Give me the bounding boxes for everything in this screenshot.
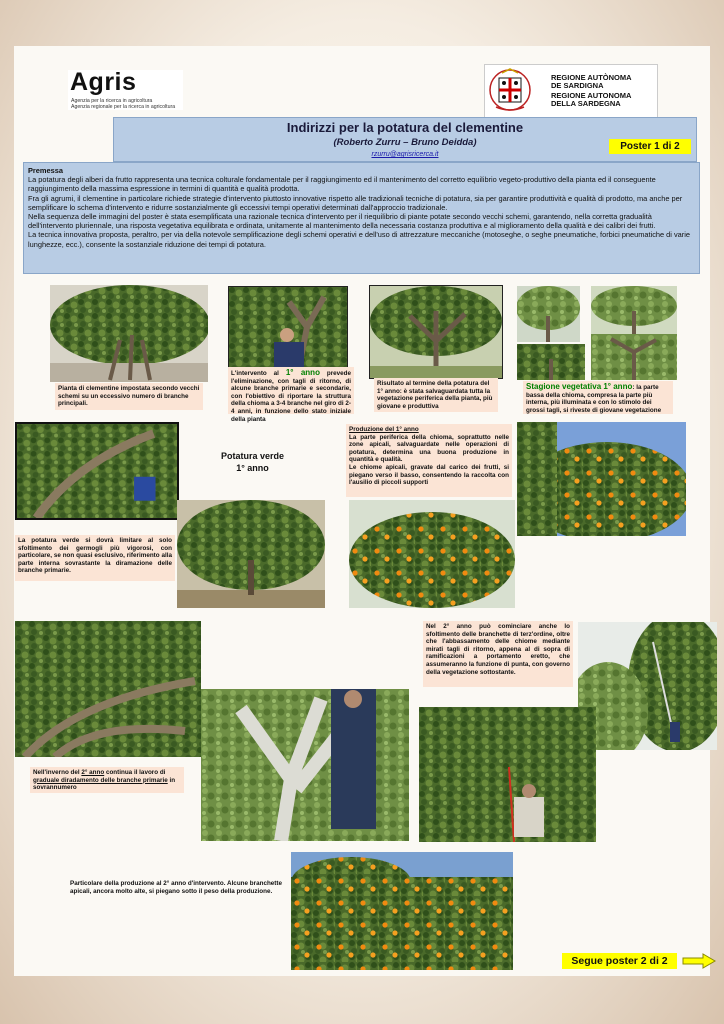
premessa-section bbox=[23, 162, 700, 274]
photo-winter-second-year bbox=[15, 621, 201, 757]
potatura-verde-year: 1° anno bbox=[236, 463, 269, 473]
caption-second-year-production: Particolare della produzione al 2° anno d'intervento. Alcune branchette apicali, ancora molto alte, si piegano sotto il peso della produzione. bbox=[70, 880, 282, 895]
author-email-link[interactable]: rzurru@agrisricerca.it bbox=[371, 151, 439, 158]
agris-logo bbox=[68, 70, 183, 110]
photo-green-pruning-tree bbox=[177, 500, 325, 608]
caption-first-year-production bbox=[346, 424, 512, 497]
arrow-right-icon bbox=[681, 953, 717, 969]
poster-title: Indirizzi per la potatura del clementine bbox=[286, 120, 524, 135]
region-name-italian-1: REGIONE AUTONOMA bbox=[551, 91, 632, 100]
photo-first-year-fruit bbox=[349, 500, 515, 608]
agris-logo-subtitle-1: Agenzia per la ricerca in agricoltura bbox=[71, 98, 153, 104]
caption-production-body-1: La parte periferica della chioma, soprattutto nelle zone apicali, salvaguardate nelle operazioni di potatura, determina una buona produzione in quantità e qualità. bbox=[349, 433, 509, 464]
photo-pole-saw-worker bbox=[578, 622, 717, 750]
photo-fruiting-tree-sky bbox=[517, 422, 686, 536]
photo-vegetative-season-1 bbox=[517, 286, 580, 342]
caption-first-year-pre: L'intervento al bbox=[231, 370, 286, 377]
next-poster-badge bbox=[562, 953, 677, 969]
premessa-paragraph-4: La tecnica innovativa proposta, peraltro, per via della notevole semplificazione degli schemi operativi e dell'uso di attrezzature meccaniche (motoseghe, o seghe pneumatiche, forbici pneumatiche di varie lunghezze, ecc.), consente la sostanziale riduzione dei tempi di potatura. bbox=[28, 230, 691, 249]
caption-winter-thinning: graduale diradamento delle branche primarie bbox=[33, 776, 168, 784]
photo-first-year-result bbox=[369, 285, 503, 379]
agris-logo-subtitle-2: Agenzia regionale per la ricerca in agricoltura bbox=[71, 104, 176, 110]
photo-vegetative-season-2 bbox=[591, 286, 677, 334]
region-name-sardinian-2: DE SARDIGNA bbox=[551, 81, 604, 90]
caption-old-scheme: Pianta di clementine impostata secondo vecchi schemi su un eccessivo numero di branche principali. bbox=[55, 383, 203, 410]
caption-green-pruning: La potatura verde si dovrà limitare al solo sfoltimento dei germogli più vigorosi, con particolare, se non quasi esclusivo, riferimento alla parte interna sovrastante la diramazione delle branche primarie. bbox=[15, 535, 175, 581]
premessa-heading: Premessa bbox=[28, 166, 63, 175]
sardinia-crest-icon bbox=[488, 67, 532, 113]
caption-winter-year: 2° anno bbox=[81, 769, 105, 776]
photo-worker-ladder bbox=[419, 707, 596, 842]
photo-vegetative-season-4 bbox=[591, 334, 677, 380]
photo-branch-thinning-worker bbox=[201, 689, 409, 841]
photo-second-year-production bbox=[291, 852, 513, 970]
caption-winter-second-year bbox=[30, 767, 184, 793]
photo-first-year-pruning bbox=[228, 286, 348, 368]
caption-first-year-em: 1° anno bbox=[285, 368, 320, 377]
premessa-paragraph-3: Nella sequenza delle immagini del poster è stata esemplificata una razionale tecnica d'intervento per il riequilibrio di piante potate secondo vecchi schemi, garantendo, nella corretta gradualità dell'intervento pluriennale, una risposta vegetativa equilibrata e ordinata, unitamente al mantenimento della necessaria costanza produttiva e al miglioramento della qualità e dei calibri dei frutti. bbox=[28, 212, 656, 231]
poster-number-badge: Poster 1 di 2 bbox=[609, 139, 691, 154]
caption-first-year-result: Risultato al termine della potatura del 1° anno: è stata salvaguardata tutta la vegetazione periferica della pianta, più giovane e produttiva bbox=[374, 378, 498, 412]
poster-authors: (Roberto Zurru – Bruno Deidda) bbox=[333, 137, 477, 148]
agris-logo-text: Agris bbox=[70, 68, 137, 96]
caption-vegetative-post: : la parte bassa della chioma, compresa la parte più interna, più illuminata e con lo stimolo dei grossi tagli, si riveste di giovane vegetazione bbox=[526, 384, 662, 414]
region-sardegna-logo bbox=[484, 64, 658, 118]
caption-vegetative-season bbox=[523, 381, 673, 414]
caption-winter-post: in sovrannumero bbox=[33, 776, 176, 792]
region-name-italian-2: DELLA SARDEGNA bbox=[551, 99, 621, 108]
caption-first-year-intervention bbox=[228, 367, 354, 423]
region-name-sardinian-1: REGIONE AUTÒNOMA bbox=[551, 73, 632, 82]
next-poster-label: Segue poster 2 di 2 bbox=[571, 955, 668, 967]
photo-old-scheme-tree bbox=[50, 285, 208, 382]
potatura-verde-title: Potatura verde bbox=[220, 451, 285, 461]
premessa-paragraph-1: La potatura degli alberi da frutto rappresenta una tecnica colturale fondamentale per il raggiungimento ed il mantenimento del corretto equilibrio vegeto-produttivo della pianta ed il conseguente raggiungimento della massima espressione in termini di quantità e qualità prodotta. bbox=[28, 175, 656, 194]
caption-production-title: Produzione del 1° anno bbox=[349, 426, 419, 433]
caption-first-year-post: prevede l'eliminazione, con tagli di ritorno, di alcune branche primarie e secondarie, con l'obiettivo di riportare la struttura della chioma a 3-4 branche nel giro di 2-4 anni, in funzione dello stato iniziale della pianta bbox=[231, 370, 351, 423]
caption-vegetative-em: Stagione vegetativa 1° anno bbox=[526, 382, 633, 391]
caption-winter-pre: Nell'inverno del bbox=[33, 769, 82, 776]
caption-second-year: Nel 2° anno può cominciare anche lo sfoltimento delle branchette di terz'ordine, oltre che l'abbassamento delle chiome mediante mirati tagli di ritorno, appena al di sopra di ramificazioni a portamento eretto, che assumeranno la funzione di punta, con governo della vegetazione sottostante. bbox=[423, 621, 573, 687]
premessa-paragraph-2: Fra gli agrumi, il clementine in particolare richiede strategie d'intervento piuttosto innovative rispetto alle tradizionali tecniche di potatura, sia per garantire produttività e qualità di prodotto, ma anche per semplificare lo schema d'intervento e ridurre sostanzialmente gli eccessivi tempi operativi determinati dall'approccio tradizionale. bbox=[28, 193, 683, 212]
caption-winter-mid: continua il lavoro di bbox=[104, 769, 166, 776]
caption-production-body-2: Le chiome apicali, gravate dal carico dei frutti, si piegano verso il basso, consentendo la raccolta con l'ausilio di piccoli supporti bbox=[349, 463, 509, 487]
photo-vegetative-season-3 bbox=[517, 344, 585, 380]
potatura-verde-label bbox=[210, 450, 295, 474]
photo-green-pruning-closeup bbox=[15, 422, 179, 520]
